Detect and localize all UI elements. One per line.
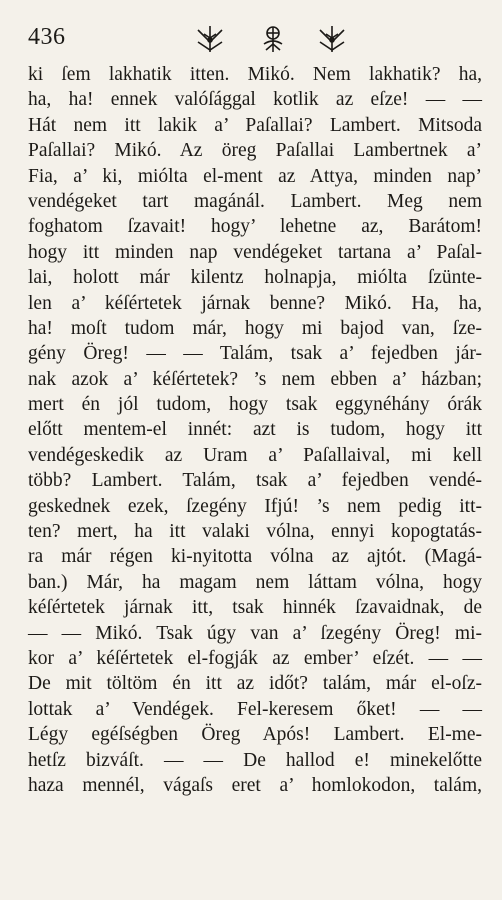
text-line: több? Lambert. Talám, tsak a’ fejedben vendé- (28, 470, 482, 492)
text-line: geskednek ezek, ſzegény Ifjú! ’s nem pedig itt- (28, 495, 482, 517)
text-line: foghatom ſzavait! hogy’ lehetne az, Barátom! (28, 216, 482, 238)
text-line: mert én jól tudom, hogy tsak eggynéhány órák (28, 394, 482, 416)
text-line: Légy egéſségben Öreg Após! Lambert. El-me- (28, 724, 482, 746)
page-header (28, 22, 488, 62)
text-line: ki ſem lakhatik itten. Mikó. Nem lakhatik? ha, (28, 64, 482, 85)
text-line: vendégeskedik az Uram a’ Paſallaival, mi kell (28, 444, 482, 466)
text-line: hogy itt minden nap vendégeket tartana a’ Paſal- (28, 241, 482, 263)
text-line: Paſallai? Mikó. Az öreg Paſallai Lambertnek a’ (28, 140, 482, 162)
text-line: ten? mert, ha itt valaki vólna, ennyi kopogtatás- (28, 521, 482, 543)
text-line: nak azok a’ kéſértetek? ’s nem ebben a’ házban; (28, 368, 482, 390)
fleuron-right-icon (320, 26, 344, 52)
header-ornaments (178, 22, 368, 56)
text-line: ha! moſt tudom már, hogy mi bajod van, ſze- (28, 317, 482, 339)
text-line: Fia, a’ ki, miólta el-ment az Attya, minden nap’ (28, 165, 482, 187)
text-line: ra már régen ki-nyitotta vólna az ajtót. (Magá- (28, 546, 482, 568)
text-line: — — Mikó. Tsak úgy van a’ ſzegény Öreg! mi- (28, 622, 482, 644)
text-line: lai, holott már kilentz holnapja, miólta ſzünte- (28, 267, 482, 289)
text-line: vendégeket tart magánál. Lambert. Meg nem (28, 190, 482, 212)
page-number: 436 (28, 24, 66, 50)
text-line: gény Öreg! — — Talám, tsak a’ fejedben jár- (28, 343, 482, 365)
body-text (28, 62, 482, 798)
text-line: kéſértetek járnak itt, tsak hinnék ſzavaidnak, de (28, 597, 482, 619)
text-line: hetſz bizváſt. — — De hallod e! minekelőtte (28, 749, 482, 771)
text-line: ban.) Már, ha magam nem láttam vólna, hogy (28, 571, 482, 593)
text-line: kor a’ kéſértetek el-fogják az ember’ eſzét. — — (28, 647, 482, 669)
fleuron-center-icon (264, 27, 282, 52)
text-line: De mit töltöm én itt az időt? talám, már el-oſz- (28, 673, 482, 695)
text-line: lottak a’ Vendégek. Fel-keresem őket! — — (28, 698, 482, 720)
text-line: előtt mentem-el innét: azt is tudom, hogy itt (28, 419, 482, 441)
fleuron-left-icon (198, 26, 222, 52)
text-line: Hát nem itt lakik a’ Paſallai? Lambert. Mitsoda (28, 114, 482, 136)
text-line: len a’ kéſértetek járnak benne? Mikó. Ha, ha, (28, 292, 482, 314)
text-line: ha, ha! ennek valóſággal kotlik az eſze! — — (28, 89, 482, 111)
text-line: haza mennél, vágaſs eret a’ homlokodon, talám, (28, 774, 482, 796)
